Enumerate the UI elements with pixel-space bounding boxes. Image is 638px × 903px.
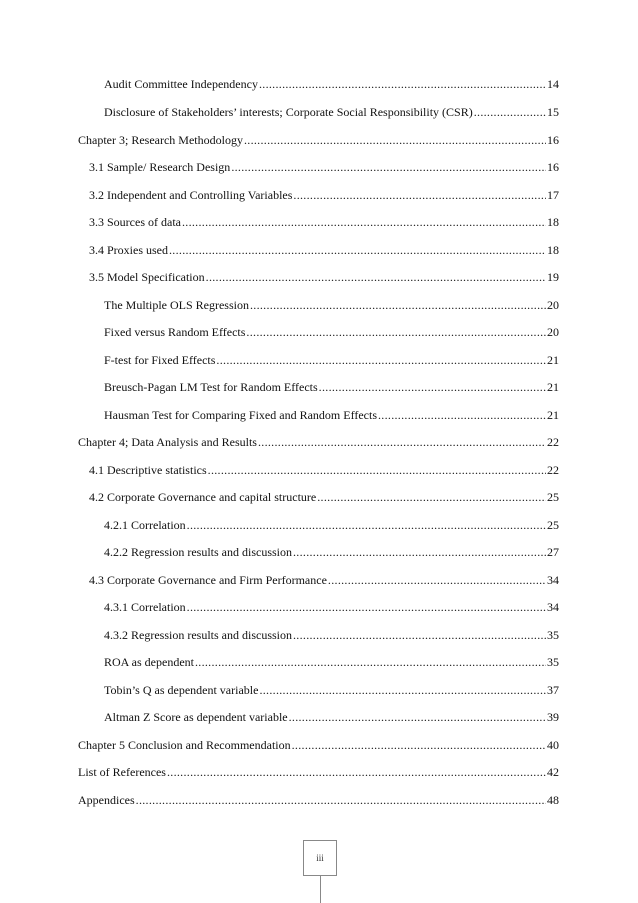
toc-entry[interactable]: [89, 187, 559, 203]
toc-entry[interactable]: [104, 654, 559, 670]
dot-leader: [244, 132, 546, 148]
footer-divider: [320, 876, 321, 903]
toc-entry[interactable]: [78, 737, 559, 753]
toc-entry[interactable]: [104, 709, 559, 725]
toc-entry-page: 40: [547, 738, 559, 752]
toc-entry[interactable]: [89, 269, 559, 285]
toc-entry[interactable]: [104, 76, 559, 92]
dot-leader: [474, 104, 546, 120]
dot-leader: [136, 792, 546, 808]
toc-entry-label: ROA as dependent: [104, 655, 194, 669]
page-number-box: [303, 840, 337, 876]
toc-entry-page: 34: [547, 600, 559, 614]
toc-entry-label: 4.2.1 Correlation: [104, 518, 186, 532]
toc-entry-page: 35: [547, 628, 559, 642]
toc-entry[interactable]: [104, 517, 559, 533]
dot-leader: [195, 654, 546, 670]
toc-entry[interactable]: [104, 544, 559, 560]
toc-entry-label: Tobin’s Q as dependent variable: [104, 683, 259, 697]
toc-entry[interactable]: [104, 627, 559, 643]
toc-entry-page: 27: [547, 545, 559, 559]
toc-entry-label: Appendices: [78, 793, 135, 807]
toc-entry-page: 18: [547, 243, 559, 257]
toc-entry[interactable]: [104, 104, 559, 120]
toc-entry-page: 39: [547, 710, 559, 724]
toc-entry-page: 42: [547, 765, 559, 779]
toc-entry[interactable]: [104, 297, 559, 313]
toc-entry-page: 34: [547, 573, 559, 587]
toc-entry-label: 4.1 Descriptive statistics: [89, 463, 207, 477]
toc-entry-page: 20: [547, 298, 559, 312]
toc-entry[interactable]: [104, 324, 559, 340]
toc-entry-page: 35: [547, 655, 559, 669]
toc-entry-label: 3.2 Independent and Controlling Variables: [89, 188, 293, 202]
dot-leader: [169, 242, 546, 258]
dot-leader: [208, 462, 546, 478]
toc-entry-label: F-test for Fixed Effects: [104, 353, 216, 367]
toc-entry[interactable]: [104, 599, 559, 615]
dot-leader: [378, 407, 546, 423]
toc-entry-label: Chapter 5 Conclusion and Recommendation: [78, 738, 291, 752]
toc-entry-label: 3.4 Proxies used: [89, 243, 168, 257]
toc-entry-page: 14: [547, 77, 559, 91]
dot-leader: [187, 517, 546, 533]
dot-leader: [259, 76, 546, 92]
toc-entry[interactable]: [89, 159, 559, 175]
toc-entry-label: 3.3 Sources of data: [89, 215, 181, 229]
toc-entry-page: 21: [547, 380, 559, 394]
toc-entry-label: Chapter 3; Research Methodology: [78, 133, 243, 147]
toc-entry-label: 4.3 Corporate Governance and Firm Performance: [89, 573, 327, 587]
toc-entry-page: 20: [547, 325, 559, 339]
toc-entry-label: 4.2 Corporate Governance and capital structure: [89, 490, 317, 504]
toc-entry-page: 22: [547, 435, 559, 449]
dot-leader: [216, 352, 546, 368]
dot-leader: [293, 544, 546, 560]
toc-entry[interactable]: [89, 572, 559, 588]
toc-entry[interactable]: [89, 242, 559, 258]
toc-entry-page: 17: [547, 188, 559, 202]
toc-entry-label: Audit Committee Independency: [104, 77, 258, 91]
toc-entry[interactable]: [89, 462, 559, 478]
toc-entry-label: 3.1 Sample/ Research Design: [89, 160, 231, 174]
toc-entry-label: The Multiple OLS Regression: [104, 298, 249, 312]
dot-leader: [167, 764, 546, 780]
dot-leader: [292, 737, 546, 753]
toc-entry-page: 16: [547, 133, 559, 147]
toc-entry-label: 4.3.1 Correlation: [104, 600, 186, 614]
toc-entry[interactable]: [104, 379, 559, 395]
toc-entry[interactable]: [104, 352, 559, 368]
dot-leader: [246, 324, 546, 340]
dot-leader: [250, 297, 546, 313]
dot-leader: [182, 214, 546, 230]
toc-entry[interactable]: [78, 434, 559, 450]
toc-entry-page: 16: [547, 160, 559, 174]
toc-entry-label: 4.3.2 Regression results and discussion: [104, 628, 292, 642]
dot-leader: [328, 572, 546, 588]
dot-leader: [231, 159, 546, 175]
dot-leader: [258, 434, 546, 450]
toc-entry-page: 25: [547, 518, 559, 532]
toc-entry[interactable]: [78, 764, 559, 780]
toc-entry[interactable]: [104, 682, 559, 698]
dot-leader: [319, 379, 546, 395]
toc-entry-label: Fixed versus Random Effects: [104, 325, 246, 339]
dot-leader: [293, 627, 546, 643]
dot-leader: [317, 489, 546, 505]
toc-entry-label: 3.5 Model Specification: [89, 270, 205, 284]
toc-entry-page: 19: [547, 270, 559, 284]
toc-entry-page: 48: [547, 793, 559, 807]
toc-entry-page: 18: [547, 215, 559, 229]
dot-leader: [259, 682, 546, 698]
dot-leader: [206, 269, 546, 285]
dot-leader: [293, 187, 546, 203]
toc-entry[interactable]: [89, 214, 559, 230]
toc-entry-label: List of References: [78, 765, 166, 779]
toc-entry-page: 21: [547, 408, 559, 422]
toc-entry-page: 21: [547, 353, 559, 367]
toc-entry-page: 37: [547, 683, 559, 697]
toc-entry-label: 4.2.2 Regression results and discussion: [104, 545, 292, 559]
toc-entry[interactable]: [104, 407, 559, 423]
toc-entry-label: Chapter 4; Data Analysis and Results: [78, 435, 257, 449]
toc-entry-label: Altman Z Score as dependent variable: [104, 710, 288, 724]
toc-entry[interactable]: [89, 489, 559, 505]
toc-entry-page: 22: [547, 463, 559, 477]
toc-entry-label: Hausman Test for Comparing Fixed and Random Effects: [104, 408, 377, 422]
dot-leader: [187, 599, 546, 615]
dot-leader: [289, 709, 546, 725]
toc-entry[interactable]: [78, 792, 559, 808]
toc-entry-page: 25: [547, 490, 559, 504]
toc-entry-page: 15: [547, 105, 559, 119]
toc-entry-label: Disclosure of Stakeholders’ interests; Corporate Social Responsibility (CSR): [104, 105, 473, 119]
toc-entry[interactable]: [78, 132, 559, 148]
page-number: iii: [316, 853, 324, 863]
toc-entry-label: Breusch-Pagan LM Test for Random Effects: [104, 380, 318, 394]
